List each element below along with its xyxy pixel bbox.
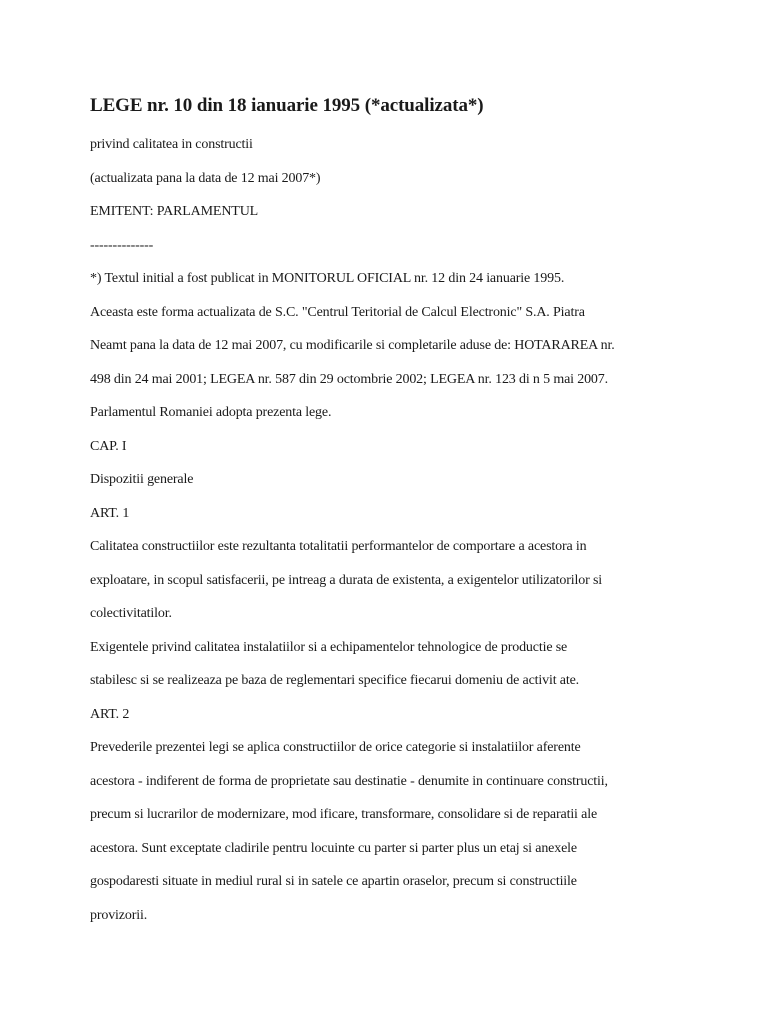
text-line: Prevederile prezentei legi se aplica constructiilor de orice categorie si instalatiilor aferente: [90, 740, 581, 755]
text-line: Exigentele privind calitatea instalatiilor si a echipamentelor tehnologice de productie se: [90, 639, 568, 655]
issuer: EMITENT: PARLAMENTUL: [90, 204, 259, 219]
law-subject: privind calitatea in constructii: [90, 137, 253, 152]
document-page: [90, 92, 690, 932]
article-heading: ART. 2: [90, 706, 130, 722]
text-line: gospodaresti situate in mediul rural si in satele ce apartin oraselor, precum si constructiile: [90, 874, 577, 889]
separator: --------------: [90, 237, 154, 253]
text-line: provizorii.: [90, 907, 148, 923]
text-line: exploatare, in scopul satisfacerii, pe intreag a durata de existenta, a exigentelor utilizatorilor si: [90, 572, 602, 588]
chapter-heading: CAP. I: [90, 438, 127, 454]
text-line: acestora - indiferent de forma de proprietate sau destinatie - denumite in continuare constructii,: [90, 773, 608, 789]
text-line: 498 din 24 mai 2001; LEGEA nr. 587 din 29 octombrie 2002; LEGEA nr. 123 di n 5 mai 2007.: [90, 371, 608, 387]
text-line: precum si lucrarilor de modernizare, mod ificare, transformare, consolidare si de reparatii ale: [90, 807, 598, 822]
adoption-statement: Parlamentul Romaniei adopta prezenta lege.: [90, 405, 332, 420]
text-line: Calitatea constructiilor este rezultanta totalitatii performantelor de comportare a acestora in: [90, 539, 587, 554]
text-line: stabilesc si se realizeaza pe baza de reglementari specifice fiecarui domeniu de activit ate.: [90, 673, 580, 688]
footnote-publication: *) Textul initial a fost publicat in MONITORUL OFICIAL nr. 12 din 24 ianuarie 1995.: [90, 271, 565, 286]
law-title: LEGE nr. 10 din 18 ianuarie 1995 (*actualizata*): [90, 95, 484, 116]
text-line: colectivitatilor.: [90, 606, 172, 621]
text-line: Neamt pana la data de 12 mai 2007, cu modificarile si completarile aduse de: HOTARAREA nr.: [90, 338, 615, 353]
text-line: acestora. Sunt exceptate cladirile pentru locuinte cu parter si parter plus un etaj si anexele: [90, 840, 577, 856]
text-line: Aceasta este forma actualizata de S.C. "Centrul Teritorial de Calcul Electronic" S.A. Piatra: [90, 304, 585, 320]
article-heading: ART. 1: [90, 505, 130, 521]
chapter-title: Dispozitii generale: [90, 472, 194, 487]
update-note: (actualizata pana la data de 12 mai 2007*): [90, 170, 321, 186]
